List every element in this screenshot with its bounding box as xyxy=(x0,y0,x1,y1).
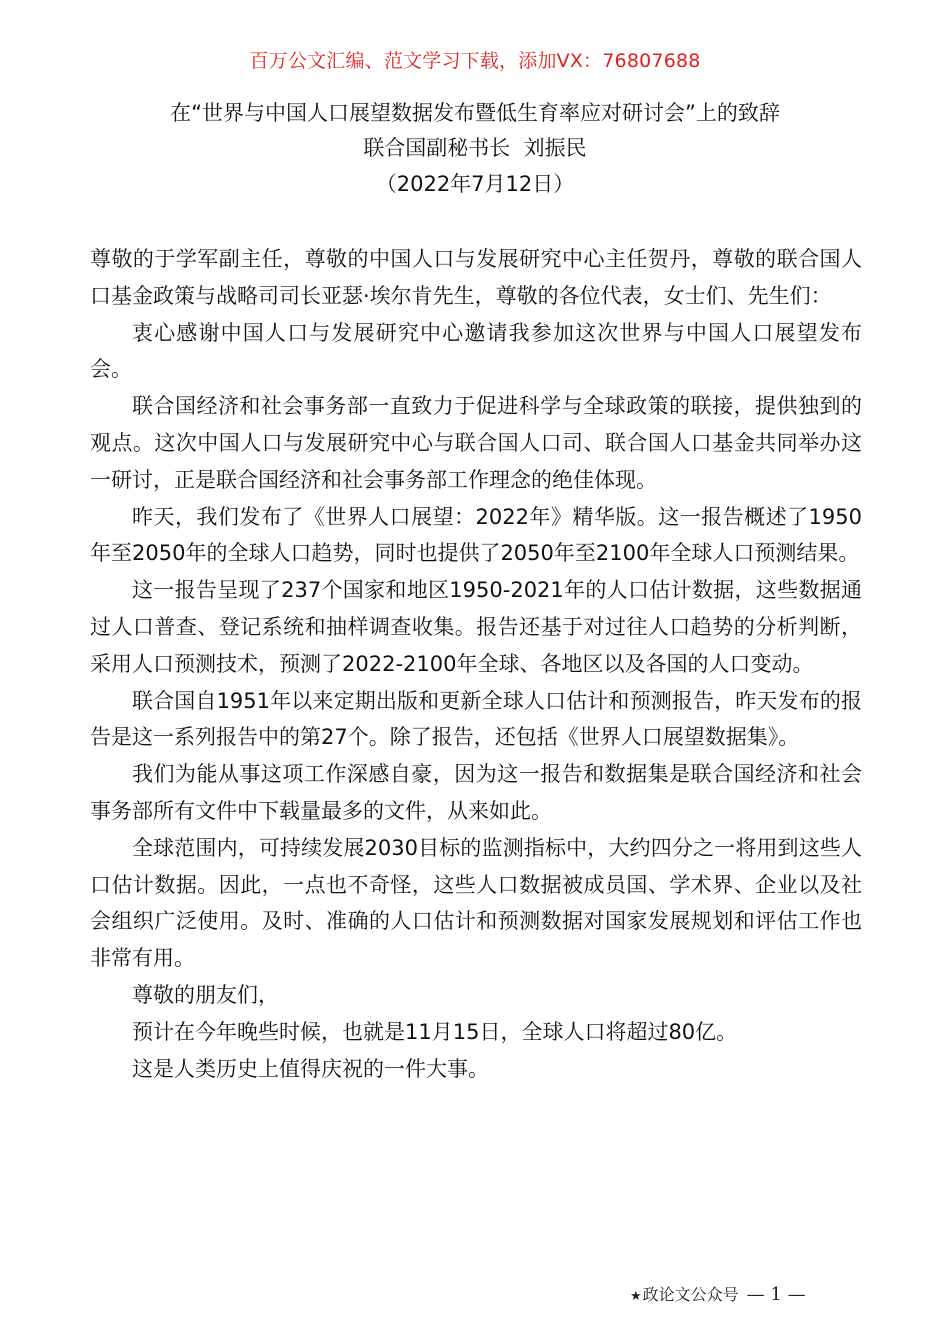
paragraph: 我们为能从事这项工作深感自豪，因为这一报告和数据集是联合国经济和社会事务部所有文件中下载量最多的文件，从来如此。 xyxy=(90,762,862,823)
paragraph: 昨天，我们发布了《世界人口展望：2022年》精华版。这一报告概述了1950年至2050年的全球人口趋势，同时也提供了2050年至2100年全球人口预测结果。 xyxy=(90,504,862,566)
paragraph: 预计在今年晚些时候，也就是11月15日，全球人口将超过80亿。 xyxy=(132,1019,738,1044)
paragraph: 全球范围内，可持续发展2030目标的监测指标中，大约四分之一将用到这些人口估计数据。因此，一点也不奇怪，这些人口数据被成员国、学术界、企业以及社会组织广泛使用。及时、准确的人口估计和预测数据对国家发展规划和评估工作也非常有用。 xyxy=(90,835,862,971)
paragraph: 联合国自1951年以来定期出版和更新全球人口估计和预测报告，昨天发布的报告是这一系列报告中的第27个。除了报告，还包括《世界人口展望数据集》。 xyxy=(90,688,862,750)
promo-banner: 百万公文汇编、范文学习下载，添加VX：76807688 xyxy=(249,50,701,72)
speech-title: 在“世界与中国人口展望数据发布暨低生育率应对研讨会”上的致辞 xyxy=(170,101,780,125)
star-icon: ★ xyxy=(630,1289,642,1304)
paragraph: 这是人类历史上值得庆祝的一件大事。 xyxy=(132,1056,489,1081)
paragraph: 衷心感谢中国人口与发展研究中心邀请我参加这次世界与中国人口展望发布会。 xyxy=(90,320,862,382)
speech-author: 联合国副秘书长 刘振民 xyxy=(363,136,587,160)
paragraph: 联合国经济和社会事务部一直致力于促进科学与全球政策的联接，提供独到的观点。这次中国人口与发展研究中心与联合国人口司、联合国人口基金共同举办这一研讨，正是联合国经济和社会事务部工作理念的绝佳体现。 xyxy=(90,394,862,492)
page-footer xyxy=(630,1283,806,1309)
page-number: — 1 — xyxy=(746,1284,806,1305)
footer-source: 政论文公众号 xyxy=(642,1285,739,1304)
paragraph: 尊敬的朋友们， xyxy=(132,982,279,1007)
speech-date: （2022年7月12日） xyxy=(375,172,575,196)
speech-body xyxy=(90,241,862,1087)
paragraph: 这一报告呈现了237个国家和地区1950-2021年的人口估计数据，这些数据通过人口普查、登记系统和抽样调查收集。报告还基于对过往人口趋势的分析判断，采用人口预测技术，预测了2022-2100年全球、各地区以及各国的人口变动。 xyxy=(90,578,862,676)
salutation: 尊敬的于学军副主任，尊敬的中国人口与发展研究中心主任贺丹，尊敬的联合国人口基金政策与战略司司长亚瑟·埃尔肯先生，尊敬的各位代表，女士们、先生们： xyxy=(90,247,862,308)
